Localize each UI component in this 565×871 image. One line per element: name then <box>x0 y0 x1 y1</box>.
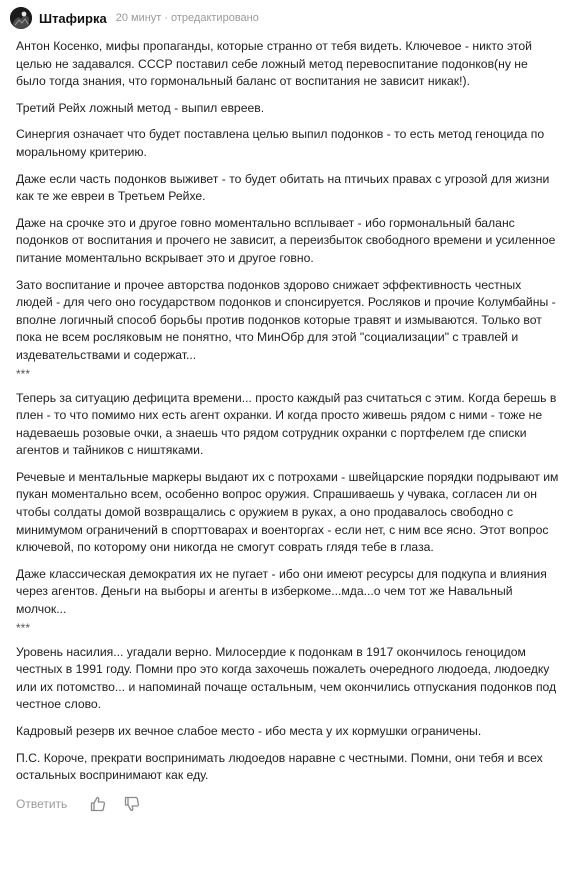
meta-separator: · <box>164 12 169 24</box>
comment-paragraph: Кадровый резерв их вечное слабое место - ибо места у их кормушки ограничены. <box>16 724 482 738</box>
comment <box>10 6 560 814</box>
comment-paragraph: Даже классическая демократия их не пугает - ибо они имеют ресурсы для подкупа и влияния через агентов. Деньги на выборы и агенты в изберкоме...мда...о чем тот же Навальный молчок... <box>16 566 547 617</box>
comment-body <box>10 38 560 785</box>
like-button[interactable] <box>89 795 107 813</box>
comment-paragraph: П.С. Короче, прекрати воспринимать людоедов наравне с честными. Помни, они тебя и всех остальных воспринимают как еду. <box>16 750 543 783</box>
comment-paragraph: Антон Косенко, мифы пропаганды, которые странно от тебя видеть. Ключевое - никто этой целью не задавался. СССР поставил себе ложный метод перевоспитание подонков(ну не было тогда знания, что гормональный баланс от воспитания не зависит никак!). <box>16 39 532 89</box>
section-divider: *** <box>16 366 31 381</box>
edited-label: отредактировано <box>171 12 259 24</box>
comment-actions <box>10 794 560 814</box>
comment-paragraph: Зато воспитание и прочее авторства подонков здорово снижает эффективность честных людей - для чего оно государством подонков и спонсируется. Росляков и прочие Колумбайны - вполне логичный способ борьбы против подонков которые травят и измываются. Только вот пока не всем росляковым не понятно, что МинОбр для этой "социализации" с травлей и издевательствами и содержат... <box>16 277 556 362</box>
avatar[interactable] <box>10 7 32 29</box>
comment-paragraph: Синергия означает что будет поставлена целью выпил подонков - то есть метод геноцида по моральному критерию. <box>16 127 545 159</box>
comment-meta <box>116 12 259 24</box>
comment-header <box>10 6 560 30</box>
thumbs-down-icon <box>123 795 141 813</box>
section-divider: *** <box>16 620 31 635</box>
reply-button[interactable]: Ответить <box>16 796 68 811</box>
comment-paragraph: Теперь за ситуацию дефицита времени... просто каждый раз считаться с этим. Когда берешь в плен - то что помимо них есть агент охранки. И когда просто живешь рядом с ними - тоже не надеваешь розовые очки, а знаешь что рядом сотрудник охранки с портфелем где списки агентов и тайников с ништяками. <box>16 390 557 458</box>
author-name[interactable]: Штафирка <box>39 10 107 26</box>
comment-paragraph: Речевые и ментальные маркеры выдают их с потрохами - швейцарские порядки подрывают им пукан моментально всем, особенно вопрос оружия. Спрашиваешь у чувака, согласен ли он чтобы солдаты домой возвращались с оружием в руках, а оно продавалось свободно с минимумом ограничений в спорттоварах и военторгах - если нет, с ним все ясно. Этот вопрос ключевой, по которому они никогда не смогут соврать глядя тебе в глаза. <box>16 469 559 555</box>
comment-paragraph: Уровень насилия... угадали верно. Милосердие к подонкам в 1917 окончилось геноцидом честных в 1991 году. Помни про это когда захочешь пожалеть очередного людоеда, людоедку или их потомство... и напоминай почаще остальным, чем окончились отпускания подонков под честное слово. <box>16 644 557 712</box>
comment-paragraph: Третий Рейх ложный метод - выпил евреев. <box>16 100 265 115</box>
comment-paragraph: Даже на срочке это и другое говно моментально всплывает - ибо гормональный баланс подонков от воспитания и прочего не зависит, а переизбыток свободного времени и усиленное питание моментально вскрывает это и другое говно. <box>16 215 556 265</box>
comment-paragraph: Даже если часть подонков выживет - то будет обитать на птичьих правах с угрозой для жизни как те же евреи в Третьем Рейхе. <box>16 171 550 204</box>
dislike-button[interactable] <box>123 795 141 813</box>
thumbs-up-icon <box>89 795 107 813</box>
avatar-icon <box>10 7 32 29</box>
comment-time[interactable]: 20 минут <box>115 12 162 24</box>
